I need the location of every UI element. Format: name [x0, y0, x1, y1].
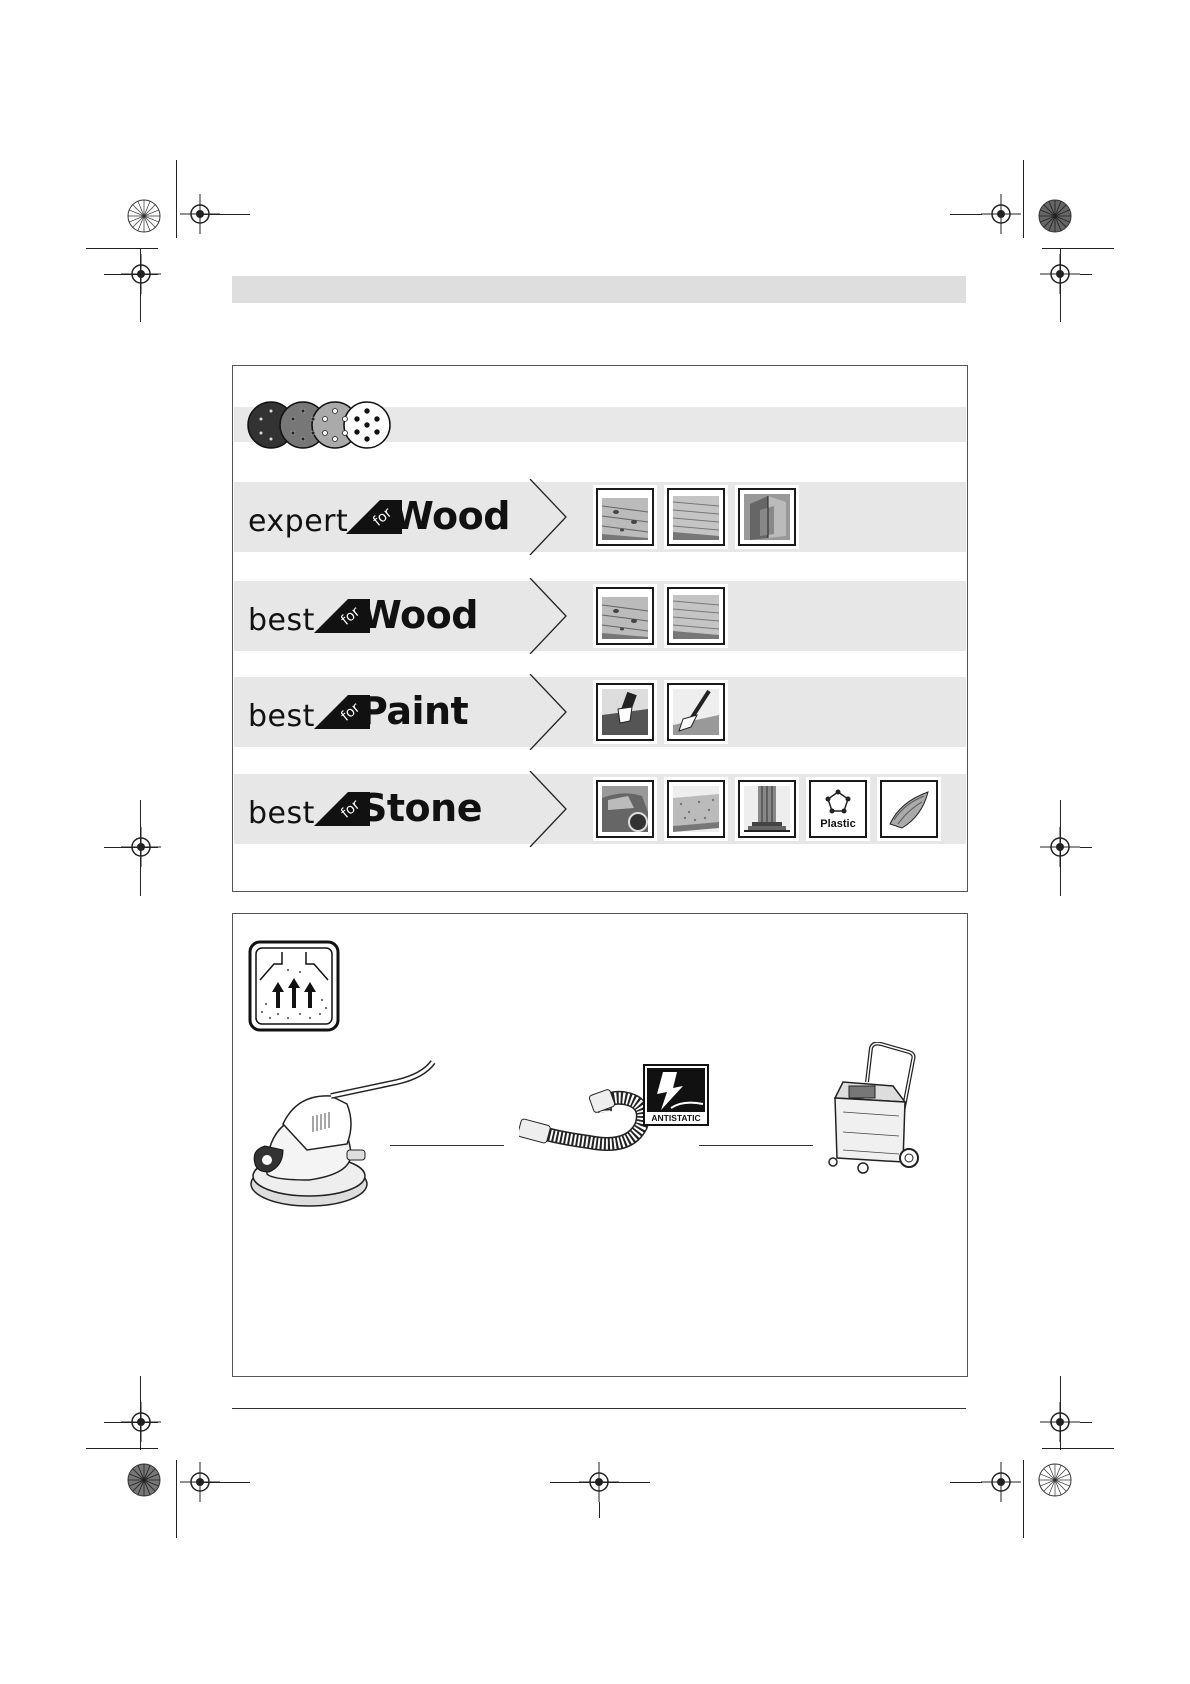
application-tile [667, 780, 725, 838]
paint-scraper-icon [669, 685, 723, 739]
sanding-row-best-stone [234, 774, 966, 844]
row-material: Paint [360, 689, 469, 733]
crop-mark [176, 160, 177, 238]
row-prefix: best [248, 699, 315, 734]
sanding-row-expert-wood [234, 482, 966, 552]
row-prefix: best [248, 796, 315, 831]
connector-line [390, 1145, 504, 1146]
sanding-row-best-paint [234, 677, 966, 747]
chevron-right-icon [528, 578, 568, 658]
row-material: Stone [360, 786, 482, 830]
color-target-icon [127, 199, 161, 233]
crop-mark [104, 847, 158, 848]
crop-mark [104, 1422, 158, 1423]
sanding-row-best-wood [234, 581, 966, 651]
registration-mark-icon [1040, 827, 1080, 867]
application-tile [596, 780, 654, 838]
color-target-icon [1038, 199, 1072, 233]
wood-profile-icon [740, 490, 794, 544]
crop-mark [200, 214, 250, 215]
application-tile [667, 587, 725, 645]
crop-mark [86, 1448, 158, 1449]
for-label: for [338, 700, 364, 725]
chevron-right-icon [528, 771, 568, 851]
plastic-label: Plastic [820, 818, 856, 830]
car-body-icon [598, 782, 652, 836]
application-tile [667, 683, 725, 741]
application-tile [596, 683, 654, 741]
dust-extraction-icon [248, 940, 340, 1036]
color-target-icon [127, 1463, 161, 1497]
wood-knots-icon [598, 490, 652, 544]
sanding-discs-icon [247, 399, 397, 455]
column-icon [740, 782, 794, 836]
antistatic-badge [643, 1064, 709, 1130]
color-target-icon [1038, 1463, 1072, 1497]
random-orbit-sander-illustration [247, 1054, 437, 1228]
registration-mark-icon [981, 1462, 1021, 1502]
crop-mark [950, 1482, 982, 1483]
wood-grain-icon [669, 490, 723, 544]
for-label: for [370, 505, 396, 530]
for-label: for [338, 604, 364, 629]
crop-mark [1080, 274, 1092, 275]
row-prefix: expert [248, 504, 349, 539]
application-tile [738, 780, 796, 838]
chevron-right-icon [528, 674, 568, 754]
crop-mark [1042, 1448, 1114, 1449]
crop-mark [200, 1482, 250, 1483]
application-tile [738, 488, 796, 546]
header-bar [232, 276, 966, 303]
dust-extraction-panel [232, 913, 968, 1377]
chevron-right-icon [528, 479, 568, 559]
crop-mark [550, 1482, 650, 1483]
antistatic-label: ANTISTATIC [651, 1113, 701, 1123]
connector-line [699, 1145, 813, 1146]
wood-knots-icon [598, 589, 652, 643]
crop-mark [1023, 1460, 1024, 1538]
row-prefix: best [248, 603, 315, 638]
registration-mark-icon [1040, 254, 1080, 294]
crop-mark [1080, 847, 1092, 848]
crop-mark [86, 248, 158, 249]
crop-mark [1023, 160, 1024, 238]
stone-slab-icon [669, 782, 723, 836]
crop-mark [1042, 248, 1114, 249]
crop-mark [599, 1502, 600, 1518]
application-tile [667, 488, 725, 546]
footer-rule [232, 1408, 966, 1409]
for-label: for [338, 797, 364, 822]
application-tile [880, 780, 938, 838]
dust-extractor-illustration [823, 1042, 923, 1196]
paint-brush-icon [598, 685, 652, 739]
crop-mark [104, 274, 158, 275]
registration-mark-icon [1040, 1402, 1080, 1442]
application-tile [596, 587, 654, 645]
row-material: Wood [360, 593, 478, 637]
crop-mark [950, 214, 982, 215]
wood-grain-icon [669, 589, 723, 643]
boat-hull-icon [882, 782, 936, 836]
application-tile [596, 488, 654, 546]
crop-mark [1080, 1422, 1092, 1423]
registration-mark-icon [981, 194, 1021, 234]
crop-mark [176, 1460, 177, 1538]
application-tile [809, 780, 867, 838]
row-material: Wood [392, 494, 510, 538]
sanding-sheet-panel [232, 365, 968, 892]
